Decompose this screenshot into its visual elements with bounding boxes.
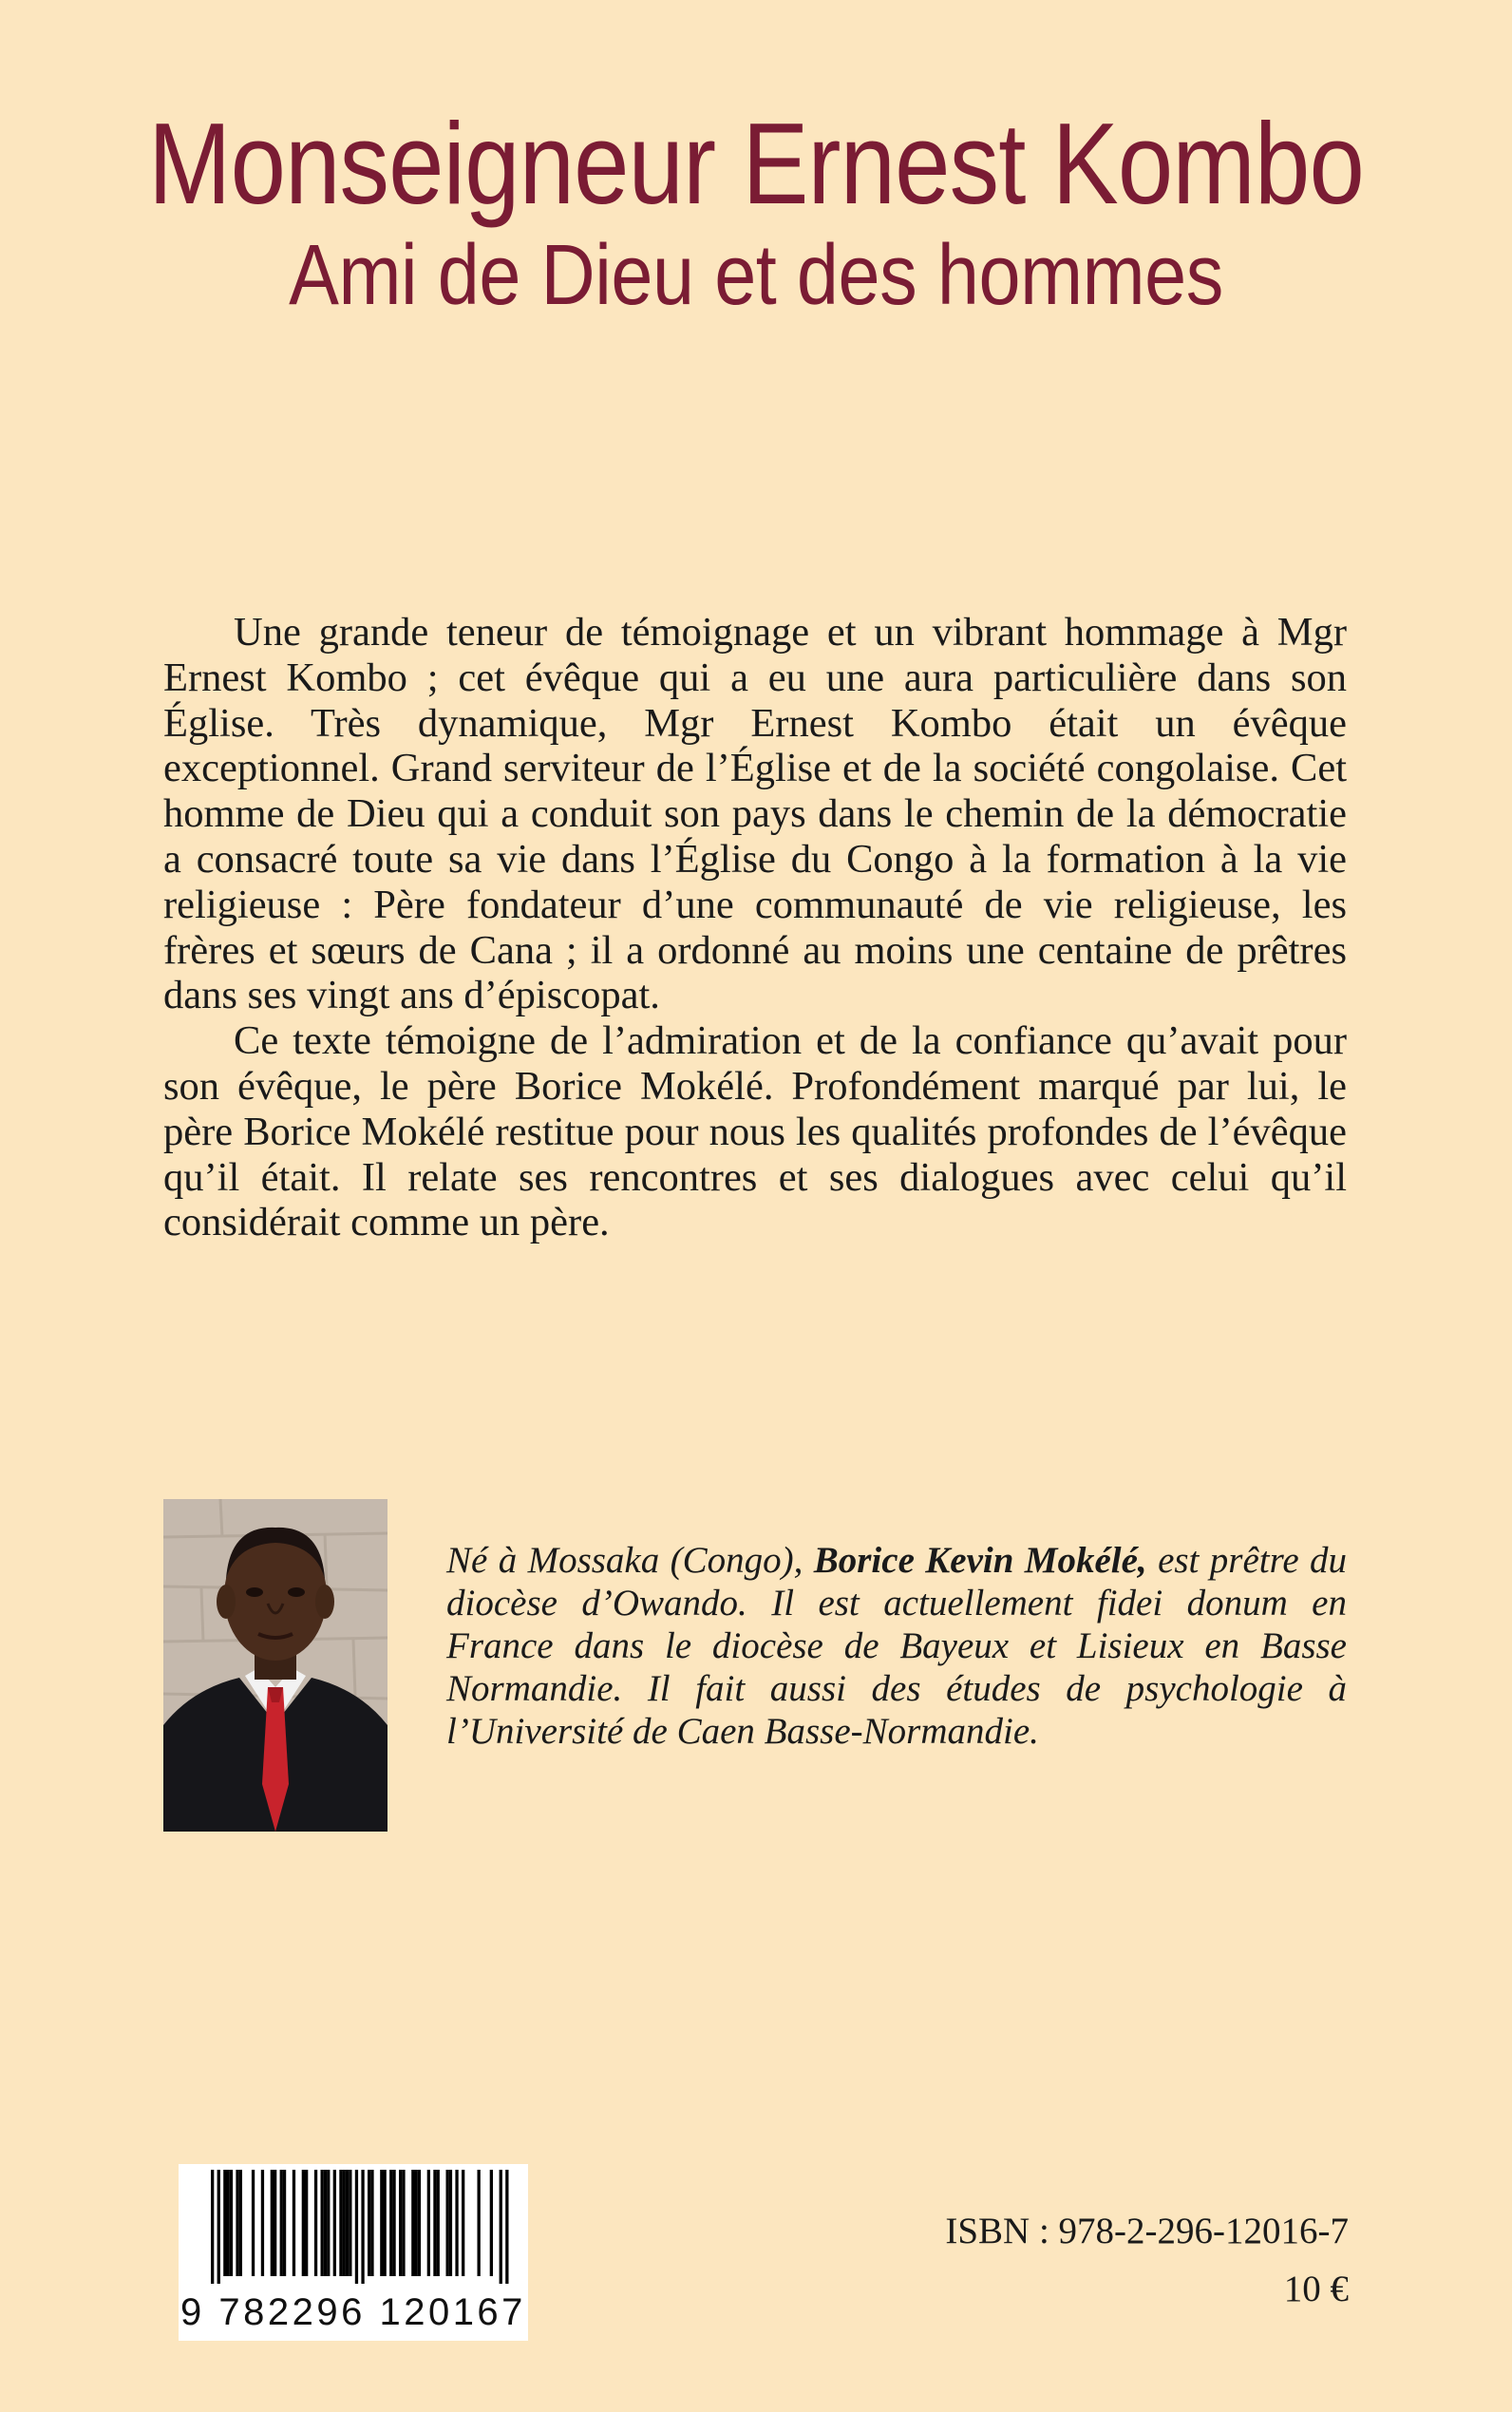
- barcode-bar: [370, 2170, 373, 2276]
- blurb-text: [163, 610, 1347, 1245]
- barcode-bar: [239, 2170, 242, 2276]
- barcode-bar: [349, 2170, 351, 2276]
- price: 10 €: [1283, 2269, 1349, 2309]
- book-title: Monseigneur Ernest Kombo: [148, 99, 1364, 228]
- barcode-bar: [339, 2170, 342, 2276]
- barcode: [179, 2164, 528, 2284]
- barcode-bar: [389, 2170, 392, 2276]
- barcode-bar: [223, 2170, 226, 2276]
- barcode-bar: [462, 2170, 464, 2276]
- barcode-bar: [368, 2170, 370, 2276]
- barcode-bar: [346, 2170, 349, 2276]
- isbn: ISBN : 978-2-296-12016-7: [945, 2211, 1349, 2251]
- barcode-bar: [217, 2170, 220, 2284]
- book-subtitle: Ami de Dieu et des hommes: [289, 228, 1223, 323]
- author-bio-intro: Né à Mossaka (Congo),: [446, 1540, 814, 1581]
- author-name: Borice Kevin Mokélé,: [813, 1540, 1147, 1581]
- barcode-bar: [261, 2170, 264, 2276]
- barcode-bar: [236, 2170, 238, 2276]
- barcode-number: 9 782296 120167: [179, 2284, 528, 2341]
- barcode-bar: [380, 2170, 383, 2276]
- barcode-bar: [274, 2170, 276, 2276]
- barcode-bar: [446, 2170, 449, 2276]
- barcode-bar: [500, 2170, 502, 2284]
- barcode-bar: [211, 2170, 214, 2284]
- barcode-bar: [455, 2170, 458, 2276]
- barcode-bar: [355, 2170, 358, 2284]
- barcode-bar: [324, 2170, 327, 2276]
- barcode-bar: [505, 2170, 508, 2284]
- barcode-bar: [361, 2170, 364, 2284]
- barcode-bar: [427, 2170, 430, 2276]
- barcode-bar: [437, 2170, 440, 2276]
- barcode-bar: [402, 2170, 405, 2276]
- barcode-bar: [327, 2170, 330, 2276]
- barcode-bar: [302, 2170, 305, 2276]
- barcode-bar: [411, 2170, 414, 2276]
- barcode-bar: [399, 2170, 402, 2276]
- barcode-bar: [293, 2170, 295, 2276]
- barcode-bar: [271, 2170, 274, 2276]
- barcode-bar: [283, 2170, 286, 2276]
- barcode-bar: [343, 2170, 346, 2276]
- barcode-bar: [321, 2170, 324, 2276]
- blurb-paragraph: Ce texte témoigne de l’admiration et de la confiance qu’avait pour son évêque, le père Borice Mokélé. Profondément marqué par lui, le père Borice Mokélé restitue pour nous les qualités profondes de l’évêque qu’il était. Il relate ses rencontres et ses dialogues avec celui qu’il considérait comme un père.: [163, 1018, 1347, 1245]
- barcode-bar: [478, 2170, 481, 2276]
- barcode-bar: [392, 2170, 395, 2276]
- barcode-bar: [314, 2170, 317, 2276]
- barcode-bar: [418, 2170, 421, 2276]
- author-photo: [163, 1499, 387, 1832]
- author-bio-body: est prêtre du diocèse d’Owando. Il est actuellement fidei donum en France dans le diocèse de Bayeux et Lisieux en Basse Normandie. Il fait aussi des études de psychologie à l’Université de Caen Basse-Normandie.: [446, 1540, 1348, 1752]
- barcode-bar: [252, 2170, 255, 2276]
- barcode-bar: [433, 2170, 436, 2276]
- barcode-bar: [305, 2170, 308, 2276]
- author-bio: [446, 1539, 1347, 1753]
- barcode-bar: [384, 2170, 387, 2276]
- blurb-paragraph: Une grande teneur de témoignage et un vibrant hommage à Mgr Ernest Kombo ; cet évêque qui a eu une aura particulière dans son Église. Très dynamique, Mgr Ernest Kombo était un évêque exceptionnel. Grand serviteur de l’Église et de la société congolaise. Cet homme de Dieu qui a conduit son pays dans le chemin de la démocratie a consacré toute sa vie dans l’Église du Congo à la formation à la vie religieuse : Père fondateur d’une communauté de vie religieuse, les frères et sœurs de Cana ; il a ordonné au moins une centaine de prêtres dans ses vingt ans d’épiscopat.: [163, 610, 1347, 1018]
- barcode-bar: [230, 2170, 233, 2276]
- barcode-bar: [333, 2170, 336, 2276]
- barcode-bar: [490, 2170, 493, 2276]
- barcode-bar: [227, 2170, 230, 2276]
- barcode-bar: [415, 2170, 418, 2276]
- barcode-bar: [449, 2170, 452, 2276]
- barcode-bar: [280, 2170, 283, 2276]
